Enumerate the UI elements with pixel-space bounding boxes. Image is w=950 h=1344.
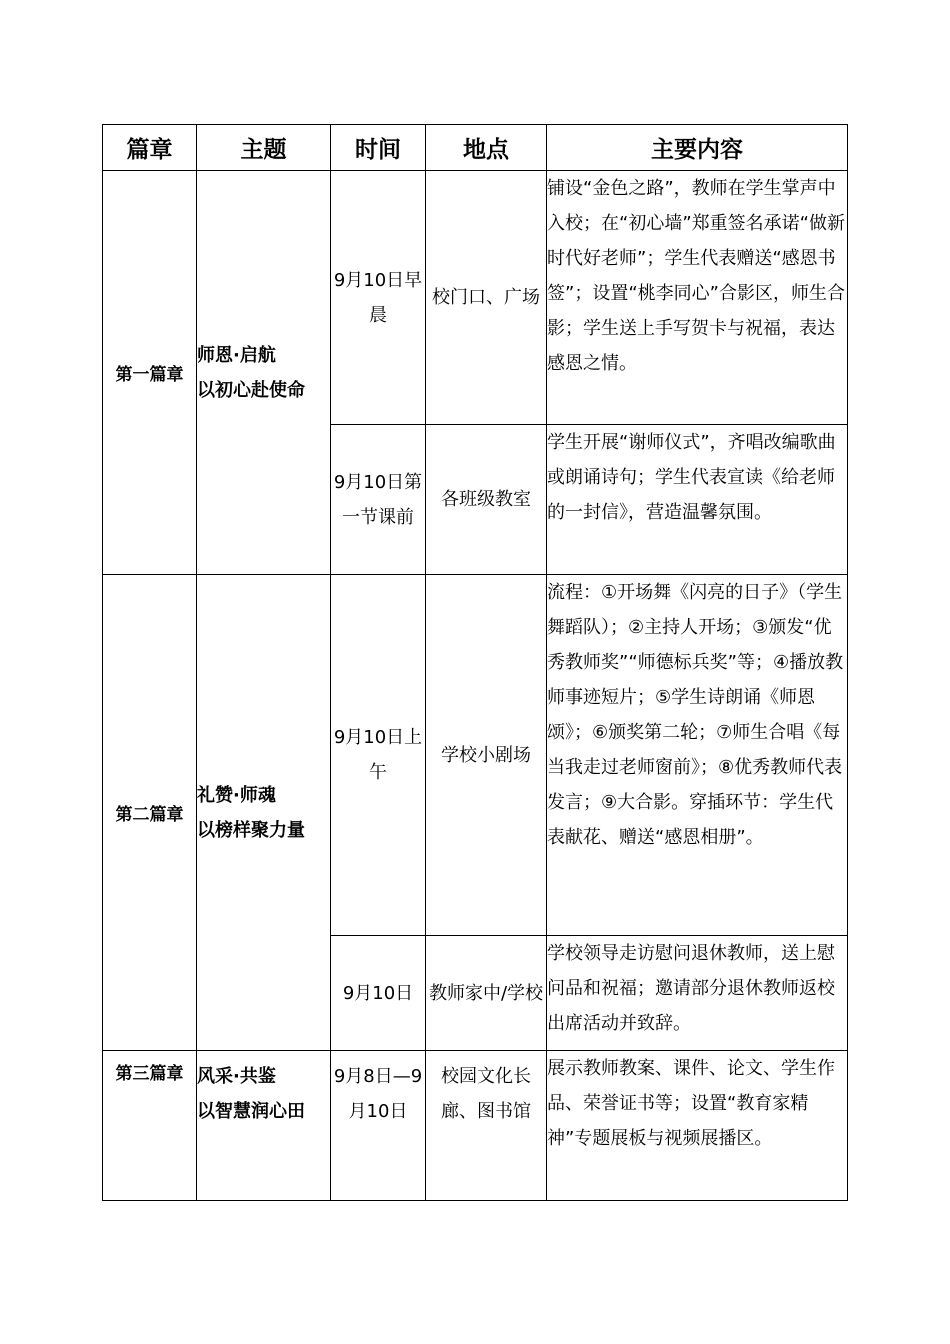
time-cell: 9月10日上午	[331, 575, 426, 936]
theme-cell	[197, 171, 331, 575]
theme-title: 风采·共鉴	[197, 1066, 276, 1087]
time-cell: 9月10日早晨	[331, 171, 426, 425]
header-chapter: 篇章	[103, 125, 197, 171]
place-cell: 教师家中/学校	[426, 936, 547, 1051]
theme-subtitle: 以榜样聚力量	[197, 819, 305, 841]
table-row	[103, 575, 848, 936]
theme-title: 师恩·启航	[197, 344, 276, 366]
content-cell: 学生开展“谢师仪式”，齐唱改编歌曲或朗诵诗句；学生代表宣读《给老师的一封信》，营造温馨氛围。	[547, 425, 848, 575]
theme-title: 礼赞·师魂	[197, 784, 276, 806]
chapter-cell: 第二篇章	[103, 575, 197, 1051]
table-row	[103, 1051, 848, 1201]
place-cell: 各班级教室	[426, 425, 547, 575]
theme-cell	[197, 575, 331, 1051]
content-cell: 展示教师教案、课件、论文、学生作品、荣誉证书等；设置“教育家精神”专题展板与视频展播区。	[547, 1051, 848, 1201]
place-cell: 学校小剧场	[426, 575, 547, 936]
time-cell: 9月8日—9月10日	[331, 1051, 426, 1201]
header-time: 时间	[331, 125, 426, 171]
header-row	[103, 125, 848, 171]
time-cell: 9月10日	[331, 936, 426, 1051]
header-place: 地点	[426, 125, 547, 171]
header-theme: 主题	[197, 125, 331, 171]
chapter-cell: 第三篇章	[103, 1051, 197, 1201]
theme-cell	[197, 1051, 331, 1201]
theme-subtitle: 以智慧润心田	[197, 1101, 305, 1122]
content-cell: 铺设“金色之路”，教师在学生掌声中入校；在“初心墙”郑重签名承诺“做新时代好老师”；学生代表赠送“感恩书签”；设置“桃李同心”合影区，师生合影；学生送上手写贺卡与祝福，表达感恩之情。	[547, 171, 848, 425]
header-content: 主要内容	[547, 125, 848, 171]
table-row	[103, 171, 848, 425]
activity-plan-table	[102, 124, 848, 1201]
time-cell: 9月10日第一节课前	[331, 425, 426, 575]
content-cell: 流程：①开场舞《闪亮的日子》（学生舞蹈队）；②主持人开场；③颁发“优秀教师奖”“师德标兵奖”等；④播放教师事迹短片；⑤学生诗朗诵《师恩颂》；⑥颁奖第二轮；⑦师生合唱《每当我走过老师窗前》；⑧优秀教师代表发言；⑨大合影。穿插环节：学生代表献花、赠送“感恩相册”。	[547, 575, 848, 936]
content-cell: 学校领导走访慰问退休教师，送上慰问品和祝福；邀请部分退休教师返校出席活动并致辞。	[547, 936, 848, 1051]
chapter-cell: 第一篇章	[103, 171, 197, 575]
place-cell: 校园文化长廊、图书馆	[426, 1051, 547, 1201]
theme-subtitle: 以初心赴使命	[197, 379, 305, 401]
place-cell: 校门口、广场	[426, 171, 547, 425]
